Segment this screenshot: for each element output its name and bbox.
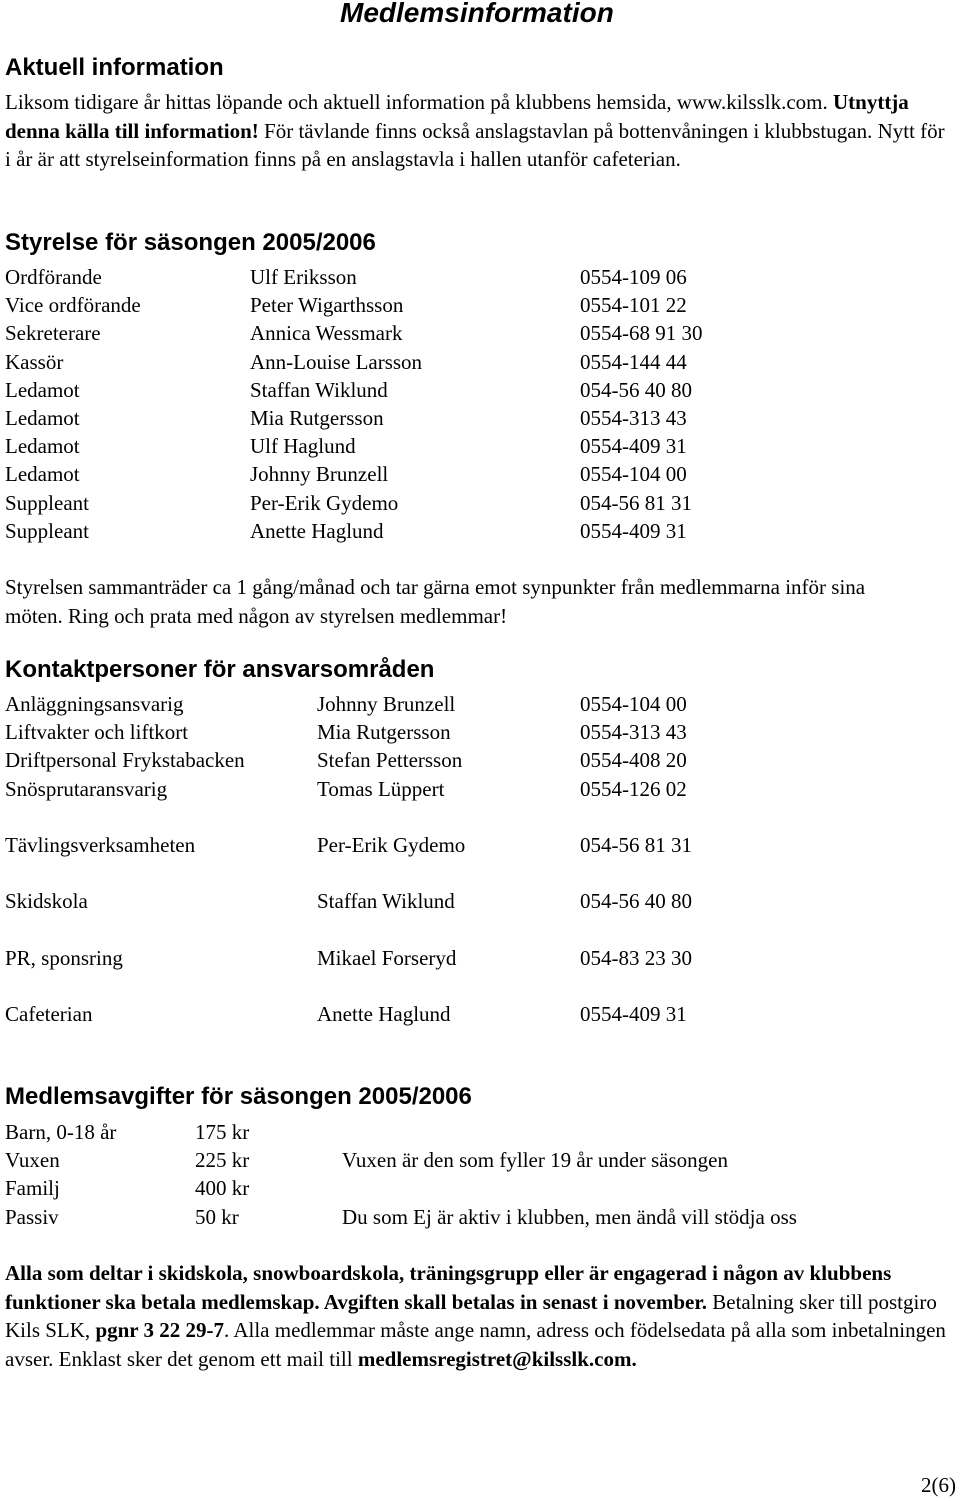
- board-role: Kassör: [5, 349, 64, 374]
- board-name: Ann-Louise Larsson: [250, 349, 423, 374]
- contact-row: [5, 944, 935, 972]
- board-role: Suppleant: [5, 518, 89, 543]
- aktuell-emphasis: Utnyttja denna källa till information!: [5, 90, 909, 143]
- contact-name: Per-Erik Gydemo: [317, 832, 466, 857]
- contact-area: Cafeterian: [5, 1002, 93, 1027]
- aktuell-text-1: Liksom tidigare år hittas löpande och aktuell information på klubbens hemsida,: [5, 90, 672, 114]
- board-list: [5, 263, 935, 545]
- board-phone: 0554-104 00: [580, 462, 687, 487]
- contact-name: Johnny Brunzell: [317, 692, 456, 716]
- page-title: Medlemsinformation: [340, 0, 614, 28]
- board-name: Ulf Haglund: [250, 434, 356, 459]
- contact-phone: 0554-408 20: [580, 748, 687, 773]
- board-row: [5, 291, 935, 319]
- contact-area: Driftpersonal Frykstabacken: [5, 748, 245, 773]
- website-link[interactable]: www.kilsslk.com.: [676, 90, 828, 114]
- board-name: Annica Wessmark: [250, 321, 403, 346]
- fee-amount: 400 kr: [195, 1176, 250, 1201]
- board-role: Ledamot: [5, 405, 80, 430]
- avgifter-heading: Medlemsavgifter för säsongen 2005/2006: [5, 1083, 472, 1110]
- contact-area: PR, sponsring: [5, 945, 123, 970]
- board-name: Johnny Brunzell: [250, 462, 389, 487]
- contact-phone: 054-56 81 31: [580, 832, 692, 857]
- fee-amount: 225 kr: [195, 1148, 250, 1173]
- fee-note: Vuxen är den som fyller 19 år under säsongen: [342, 1148, 728, 1173]
- contact-phone: 0554-313 43: [580, 720, 687, 745]
- board-phone: 0554-109 06: [580, 265, 687, 289]
- fee-row: [5, 1174, 935, 1202]
- fee-amount: 175 kr: [195, 1120, 250, 1144]
- board-row: [5, 376, 935, 404]
- fee-row: [5, 1146, 935, 1174]
- payment-text-2: . Alla medlemmar måste ange namn, adress och födelsedata på alla som inbetalningen avser. Enklast sker det genom ett mail till: [5, 1318, 946, 1371]
- fee-row: [5, 1118, 935, 1146]
- board-phone: 0554-409 31: [580, 518, 687, 543]
- contact-row: [5, 775, 935, 803]
- aktuell-text-2: För tävlande finns också anslagstavlan på bottenvåningen i klubbstugan. Nytt för i år är att styrelseinformation finns på en anslagstavla i hallen utanför cafeterian.: [5, 118, 945, 171]
- contact-area: Snösprutaransvarig: [5, 776, 168, 801]
- contact-name: Mia Rutgersson: [317, 720, 451, 745]
- contact-area: Skidskola: [5, 889, 88, 914]
- board-role: Ledamot: [5, 462, 80, 487]
- contact-phone: 0554-409 31: [580, 1002, 687, 1027]
- contact-phone: 0554-104 00: [580, 692, 687, 716]
- board-row: [5, 432, 935, 460]
- board-phone: 0554-313 43: [580, 405, 687, 430]
- fee-category: Barn, 0-18 år: [5, 1120, 117, 1144]
- board-role: Sekreterare: [5, 321, 101, 346]
- contact-row: [5, 746, 935, 774]
- page-number: 2(6): [921, 1473, 956, 1497]
- contact-row: [5, 718, 935, 746]
- board-phone: 0554-68 91 30: [580, 321, 703, 346]
- contact-name: Tomas Lüppert: [317, 776, 445, 801]
- contact-row: [5, 831, 935, 859]
- fee-category: Familj: [5, 1176, 60, 1201]
- aktuell-heading: Aktuell information: [5, 54, 224, 81]
- email-link[interactable]: medlemsregistret@kilsslk.com.: [357, 1346, 637, 1371]
- contact-name: Anette Haglund: [317, 1002, 451, 1027]
- contact-area: Liftvakter och liftkort: [5, 720, 189, 745]
- board-role: Ledamot: [5, 434, 80, 459]
- board-role: Ordförande: [5, 265, 102, 289]
- contact-area: Anläggningsansvarig: [5, 692, 184, 716]
- board-name: Staffan Wiklund: [250, 377, 388, 402]
- contact-area: Tävlingsverksamheten: [5, 832, 196, 857]
- board-phone: 054-56 40 80: [580, 377, 692, 402]
- board-row: [5, 489, 935, 517]
- payment-paragraph: [5, 1259, 955, 1373]
- contact-row: [5, 1000, 935, 1028]
- board-row: [5, 348, 935, 376]
- contact-phone: 054-83 23 30: [580, 945, 692, 970]
- contact-name: Staffan Wiklund: [317, 889, 455, 914]
- contact-phone: 0554-126 02: [580, 776, 687, 801]
- contact-name: Mikael Forseryd: [317, 945, 457, 970]
- board-name: Anette Haglund: [250, 518, 384, 543]
- board-row: [5, 517, 935, 545]
- board-row: [5, 460, 935, 488]
- fee-row: [5, 1203, 935, 1231]
- board-phone: 0554-101 22: [580, 293, 687, 318]
- board-row: [5, 404, 935, 432]
- board-name: Per-Erik Gydemo: [250, 490, 399, 515]
- membership-requirement: Alla som deltar i skidskola, snowboardskola, träningsgrupp eller är engagerad i någon av klubbens funktioner ska betala medlemskap. Avgiften skall betalas in senast i november.: [5, 1261, 892, 1314]
- board-name: Mia Rutgersson: [250, 405, 384, 430]
- board-role: Ledamot: [5, 377, 80, 402]
- fee-list: [5, 1118, 935, 1231]
- board-row: [5, 263, 935, 291]
- fee-note: Du som Ej är aktiv i klubben, men ändå vill stödja oss: [342, 1204, 797, 1229]
- postgiro-number: pgnr 3 22 29-7: [95, 1318, 224, 1342]
- fee-amount: 50 kr: [195, 1204, 239, 1229]
- contact-row: [5, 887, 935, 915]
- contact-row: [5, 690, 935, 718]
- board-phone: 0554-409 31: [580, 434, 687, 459]
- board-phone: 0554-144 44: [580, 349, 687, 374]
- fee-category: Vuxen: [5, 1148, 60, 1173]
- board-phone: 054-56 81 31: [580, 490, 692, 515]
- fee-category: Passiv: [5, 1204, 59, 1229]
- styrelse-heading: Styrelse för säsongen 2005/2006: [5, 229, 376, 256]
- payment-text-1: Betalning sker till postgiro Kils SLK,: [5, 1289, 937, 1342]
- kontakt-heading: Kontaktpersoner för ansvarsområden: [5, 656, 435, 683]
- contact-phone: 054-56 40 80: [580, 889, 692, 914]
- board-name: Ulf Eriksson: [250, 265, 357, 289]
- board-note: Styrelsen sammanträder ca 1 gång/månad och tar gärna emot synpunkter från medlemmarna inför sina möten. Ring och prata med någon av styrelsen medlemmar!: [5, 575, 866, 628]
- board-name: Peter Wigarthsson: [250, 293, 404, 318]
- board-role: Suppleant: [5, 490, 89, 515]
- board-row: [5, 319, 935, 347]
- aktuell-paragraph: [5, 88, 955, 174]
- board-role: Vice ordförande: [5, 293, 141, 318]
- contact-list: [5, 690, 935, 1028]
- contact-name: Stefan Pettersson: [317, 748, 463, 773]
